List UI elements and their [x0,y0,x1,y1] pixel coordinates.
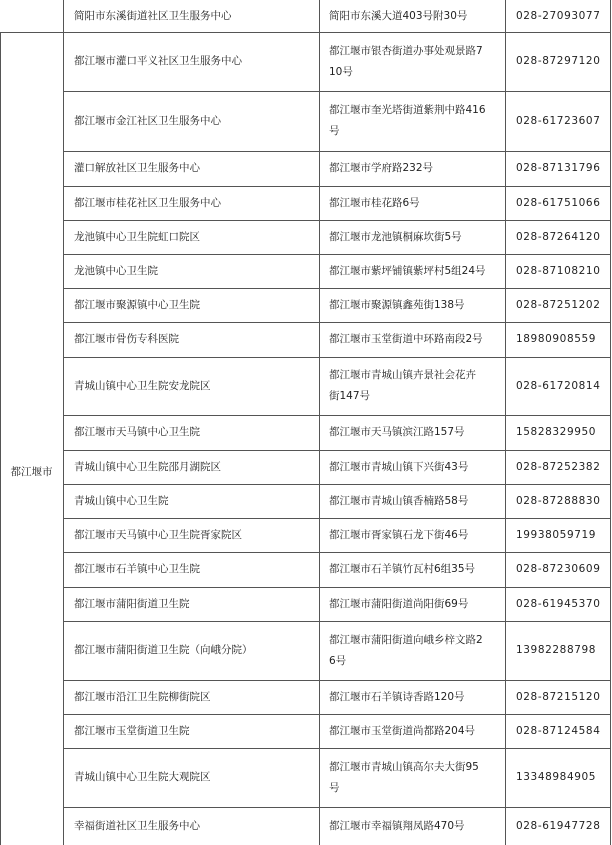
row-address: 都江堰市龙池镇桐麻坎街5号 [329,231,462,243]
row-address: 都江堰市青城山镇高尔夫大街95 号 [329,761,479,794]
row-name: 都江堰市石羊镇中心卫生院 [74,563,200,575]
row-phone: 028-61947728 [516,820,601,832]
row-phone: 028-87251202 [516,299,601,311]
row-phone: 028-87124584 [516,725,601,737]
row-phone: 028-87131796 [516,162,601,174]
row-phone: 028-87215120 [516,691,601,703]
row-name: 幸福街道社区卫生服务中心 [74,820,200,832]
row-phone: 028-87264120 [516,231,601,243]
row-address: 都江堰市天马镇滨江路157号 [329,426,465,438]
row-address: 都江堰市青城山镇卉景社会花卉 街147号 [329,369,476,402]
row-name: 都江堰市桂花社区卫生服务中心 [74,197,221,209]
row-address: 都江堰市青城山镇下兴街43号 [329,461,469,473]
row-name: 都江堰市金江社区卫生服务中心 [74,115,221,127]
row-address: 都江堰市石羊镇竹瓦村6组35号 [329,563,476,575]
row-name: 都江堰市天马镇中心卫生院 [74,426,200,438]
row-address: 都江堰市蒲阳街道尚阳街69号 [329,598,469,610]
row-phone: 028-61723607 [516,115,601,127]
city-label: 都江堰市 [10,466,53,478]
row-phone: 028-87252382 [516,461,601,473]
row-phone: 028-61945370 [516,598,601,610]
row-phone: 028-87297120 [516,55,601,67]
row-phone: 13982288798 [516,644,597,656]
row-name: 龙池镇中心卫生院虹口院区 [74,231,200,243]
row-address: 都江堰市胥家镇石龙下街46号 [329,529,469,541]
row-name: 龙池镇中心卫生院 [74,265,158,277]
row-name: 都江堰市骨伤专科医院 [74,333,179,345]
row-phone: 028-61751066 [516,197,601,209]
row-name: 都江堰市天马镇中心卫生院胥家院区 [74,529,242,541]
row-name: 青城山镇中心卫生院大观院区 [74,771,211,783]
row-name: 都江堰市灌口平义社区卫生服务中心 [74,55,242,67]
row-address: 都江堰市奎光塔街道紫荆中路416 号 [329,104,486,137]
row-address: 都江堰市紫坪铺镇紫坪村5组24号 [329,265,486,277]
row-name: 青城山镇中心卫生院邵月湖院区 [74,461,221,473]
row-phone: 19938059719 [516,529,597,541]
row-phone: 028-87288830 [516,495,601,507]
top-row-name: 简阳市东溪街道社区卫生服务中心 [74,10,232,22]
row-phone: 028-87108210 [516,265,601,277]
row-name: 青城山镇中心卫生院 [74,495,169,507]
row-address: 都江堰市聚源镇鑫苑街138号 [329,299,465,311]
row-address: 都江堰市青城山镇香楠路58号 [329,495,469,507]
row-name: 都江堰市蒲阳街道卫生院 [74,598,190,610]
row-address: 都江堰市石羊镇诗香路120号 [329,691,465,703]
row-address: 都江堰市桂花路6号 [329,197,420,209]
row-address: 都江堰市玉堂街道中环路南段2号 [329,333,483,345]
row-address: 都江堰市幸福镇翔凤路470号 [329,820,465,832]
row-address: 都江堰市玉堂街道尚都路204号 [329,725,476,737]
row-phone: 028-61720814 [516,380,601,392]
row-phone: 18980908559 [516,333,597,345]
row-name: 都江堰市玉堂街道卫生院 [74,725,190,737]
top-row-phone: 028-27093077 [516,10,601,22]
row-name: 青城山镇中心卫生院安龙院区 [74,380,211,392]
row-address: 都江堰市蒲阳街道向峨乡梓文路2 6号 [329,634,483,667]
row-address: 都江堰市学府路232号 [329,162,434,174]
row-phone: 028-87230609 [516,563,601,575]
row-phone: 15828329950 [516,426,597,438]
row-name: 都江堰市沿江卫生院柳街院区 [74,691,211,703]
row-name: 都江堰市聚源镇中心卫生院 [74,299,200,311]
row-address: 都江堰市银杏街道办事处观景路7 10号 [329,45,483,78]
row-name: 都江堰市蒲阳街道卫生院（向峨分院） [74,644,253,656]
top-row-address: 简阳市东溪大道403号附30号 [329,10,468,22]
row-name: 灌口解放社区卫生服务中心 [74,162,200,174]
row-phone: 13348984905 [516,771,597,783]
